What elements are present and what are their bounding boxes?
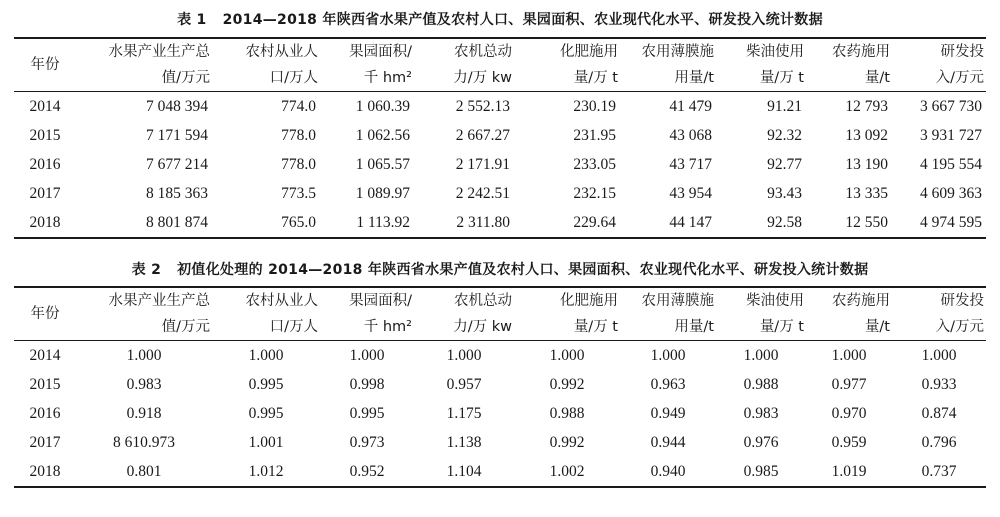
value-cell: 1.000 [126,347,162,364]
value-cell: 0.874 [921,405,957,422]
column-header-line: 农机总动 [454,44,512,60]
year-cell: 2016 [29,156,61,173]
column-header-line: 柴油使用 [746,293,804,309]
value-cell: 778.0 [281,156,316,173]
value-cell: 93.43 [767,185,802,202]
table2-title: 初值化处理的 2014—2018 年陕西省水果产值及农村人口、果园面积、农业现代化水平、研发投入统计数据 [177,262,869,278]
table-row [14,92,986,122]
value-cell: 0.977 [831,376,867,393]
table-row [14,428,986,457]
year-cell: 2017 [29,434,61,451]
value-cell: 0.737 [921,463,957,480]
column-header-line: 农村从业人 [245,293,318,309]
column-header [320,287,414,341]
table2-caption [0,259,1000,279]
value-cell: 229.64 [573,214,616,231]
value-cell: 1 065.57 [355,156,410,173]
value-cell: 0.963 [650,376,686,393]
value-cell: 232.15 [573,185,616,202]
column-header-line: 农机总动 [454,293,512,309]
column-header [892,287,986,341]
column-header-line: 用量/t [674,319,714,335]
column-header-line: 水果产业生产总 [108,44,210,60]
value-cell: 0.995 [349,405,385,422]
column-header-line: 果园面积/ [349,293,412,309]
column-header [620,287,716,341]
value-cell: 0.801 [126,463,162,480]
column-header [716,287,806,341]
value-cell: 13 190 [845,156,888,173]
column-header [414,287,514,341]
column-header-line: 千 hm² [363,319,412,335]
value-cell: 8 185 363 [146,185,208,202]
column-header [514,38,620,92]
value-cell: 0.995 [248,405,284,422]
value-cell: 43 717 [669,156,712,173]
value-cell: 8 801 874 [146,214,208,231]
value-cell: 1 062.56 [355,127,410,144]
value-cell: 1.012 [248,463,284,480]
value-cell: 3 667 730 [920,98,982,115]
column-header [716,38,806,92]
column-header-line: 口/万人 [269,319,318,335]
value-cell: 13 335 [845,185,888,202]
column-header [806,38,892,92]
column-header-line: 千 hm² [363,70,412,86]
column-header [320,38,414,92]
column-header-line: 年份 [30,306,60,322]
year-cell: 2018 [29,463,61,480]
value-cell: 0.992 [549,434,585,451]
table1-number: 表 1 [177,12,207,28]
value-cell: 4 609 363 [920,185,982,202]
value-cell: 0.983 [743,405,779,422]
year-cell: 2014 [29,347,61,364]
value-cell: 0.985 [743,463,779,480]
value-cell: 0.949 [650,405,686,422]
value-cell: 2 311.80 [456,214,510,231]
value-cell: 1.019 [831,463,867,480]
value-cell: 0.918 [126,405,162,422]
value-cell: 2 242.51 [455,185,510,202]
value-cell: 0.988 [549,405,585,422]
table-row [14,121,986,150]
table-row [14,399,986,428]
column-header-line: 农用薄膜施 [641,44,714,60]
column-header-line: 用量/t [674,70,714,86]
value-cell: 1.000 [921,347,957,364]
table2-number: 表 2 [131,262,162,278]
value-cell: 2 667.27 [455,127,510,144]
column-header-line: 农药施用 [832,293,890,309]
table-row [14,208,986,238]
column-header-line: 农用薄膜施 [641,293,714,309]
column-header-line: 水果产业生产总 [108,293,210,309]
value-cell: 1.000 [549,347,585,364]
column-header-line: 量/t [864,319,890,335]
table-row [14,341,986,371]
value-cell: 1.000 [650,347,686,364]
value-cell: 0.940 [650,463,686,480]
value-cell: 231.95 [573,127,616,144]
value-cell: 233.05 [573,156,616,173]
value-cell: 0.970 [831,405,867,422]
value-cell: 0.933 [921,376,957,393]
column-header [76,287,212,341]
table1 [14,37,986,239]
value-cell: 43 954 [669,185,712,202]
table1-caption [0,9,1000,29]
year-cell: 2016 [29,405,61,422]
table1-title: 2014—2018 年陕西省水果产值及农村人口、果园面积、农业现代化水平、研发投入统计数据 [222,12,823,28]
value-cell: 0.988 [743,376,779,393]
column-header-line: 农村从业人 [245,44,318,60]
value-cell: 1.001 [248,434,284,451]
value-cell: 0.944 [650,434,686,451]
value-cell: 92.77 [767,156,802,173]
value-cell: 12 793 [845,98,888,115]
value-cell: 0.983 [126,376,162,393]
column-header-line: 入/万元 [935,319,984,335]
value-cell: 773.5 [281,185,316,202]
value-cell: 1.000 [743,347,779,364]
column-header-line: 力/万 kw [453,70,512,86]
column-header-line: 值/万元 [161,319,210,335]
value-cell: 0.998 [349,376,385,393]
column-header [76,38,212,92]
value-cell: 1 113.92 [356,214,410,231]
value-cell: 43 068 [669,127,712,144]
column-header [14,38,76,92]
value-cell: 13 092 [845,127,888,144]
value-cell: 0.959 [831,434,867,451]
value-cell: 1.000 [446,347,482,364]
value-cell: 1.175 [446,405,482,422]
value-cell: 1 060.39 [355,98,410,115]
value-cell: 0.796 [921,434,957,451]
value-cell: 4 195 554 [920,156,982,173]
column-header [806,287,892,341]
value-cell: 0.976 [743,434,779,451]
value-cell: 0.992 [549,376,585,393]
value-cell: 92.32 [767,127,802,144]
value-cell: 765.0 [281,214,316,231]
value-cell: 230.19 [573,98,616,115]
year-cell: 2015 [29,376,61,393]
value-cell: 0.952 [349,463,385,480]
value-cell: 92.58 [767,214,802,231]
column-header-line: 力/万 kw [453,319,512,335]
column-header-line: 值/万元 [161,70,210,86]
value-cell: 1.104 [446,463,482,480]
column-header [212,38,320,92]
table1-body [14,92,986,239]
column-header-line: 量/万 t [573,319,618,335]
table-row [14,457,986,487]
column-header-line: 口/万人 [269,70,318,86]
value-cell: 41 479 [669,98,712,115]
value-cell: 2 552.13 [455,98,510,115]
column-header [414,38,514,92]
column-header [212,287,320,341]
value-cell: 1.138 [446,434,482,451]
value-cell: 7 171 594 [146,127,208,144]
column-header-line: 农药施用 [832,44,890,60]
value-cell: 8 610.973 [113,434,175,451]
column-header-line: 量/万 t [759,70,804,86]
year-cell: 2015 [29,127,61,144]
value-cell: 1 089.97 [355,185,410,202]
value-cell: 774.0 [281,98,316,115]
value-cell: 7 048 394 [146,98,208,115]
column-header [514,287,620,341]
value-cell: 0.973 [349,434,385,451]
column-header-line: 化肥施用 [560,293,618,309]
value-cell: 778.0 [281,127,316,144]
value-cell: 44 147 [669,214,712,231]
column-header [14,287,76,341]
column-header-line: 量/万 t [573,70,618,86]
value-cell: 0.957 [446,376,482,393]
table-row [14,150,986,179]
year-cell: 2018 [29,214,61,231]
value-cell: 12 550 [845,214,888,231]
value-cell: 1.000 [349,347,385,364]
year-cell: 2014 [29,98,61,115]
value-cell: 91.21 [767,98,802,115]
table2 [14,286,986,488]
column-header-line: 果园面积/ [349,44,412,60]
column-header-line: 入/万元 [935,70,984,86]
column-header-line: 量/万 t [759,319,804,335]
value-cell: 7 677 214 [146,156,208,173]
column-header-line: 年份 [30,57,60,73]
value-cell: 1.002 [549,463,585,480]
value-cell: 2 171.91 [455,156,510,173]
column-header-line: 化肥施用 [560,44,618,60]
year-cell: 2017 [29,185,61,202]
table-row [14,179,986,208]
column-header-line: 柴油使用 [746,44,804,60]
value-cell: 0.995 [248,376,284,393]
value-cell: 4 974 595 [920,214,982,231]
table2-body [14,341,986,488]
value-cell: 1.000 [831,347,867,364]
column-header-line: 量/t [864,70,890,86]
column-header [620,38,716,92]
value-cell: 1.000 [248,347,284,364]
table-row [14,370,986,399]
column-header [892,38,986,92]
value-cell: 3 931 727 [920,127,982,144]
table2-header-row [14,287,986,341]
table1-header-row [14,38,986,92]
column-header-line: 研发投 [940,293,984,309]
column-header-line: 研发投 [940,44,984,60]
